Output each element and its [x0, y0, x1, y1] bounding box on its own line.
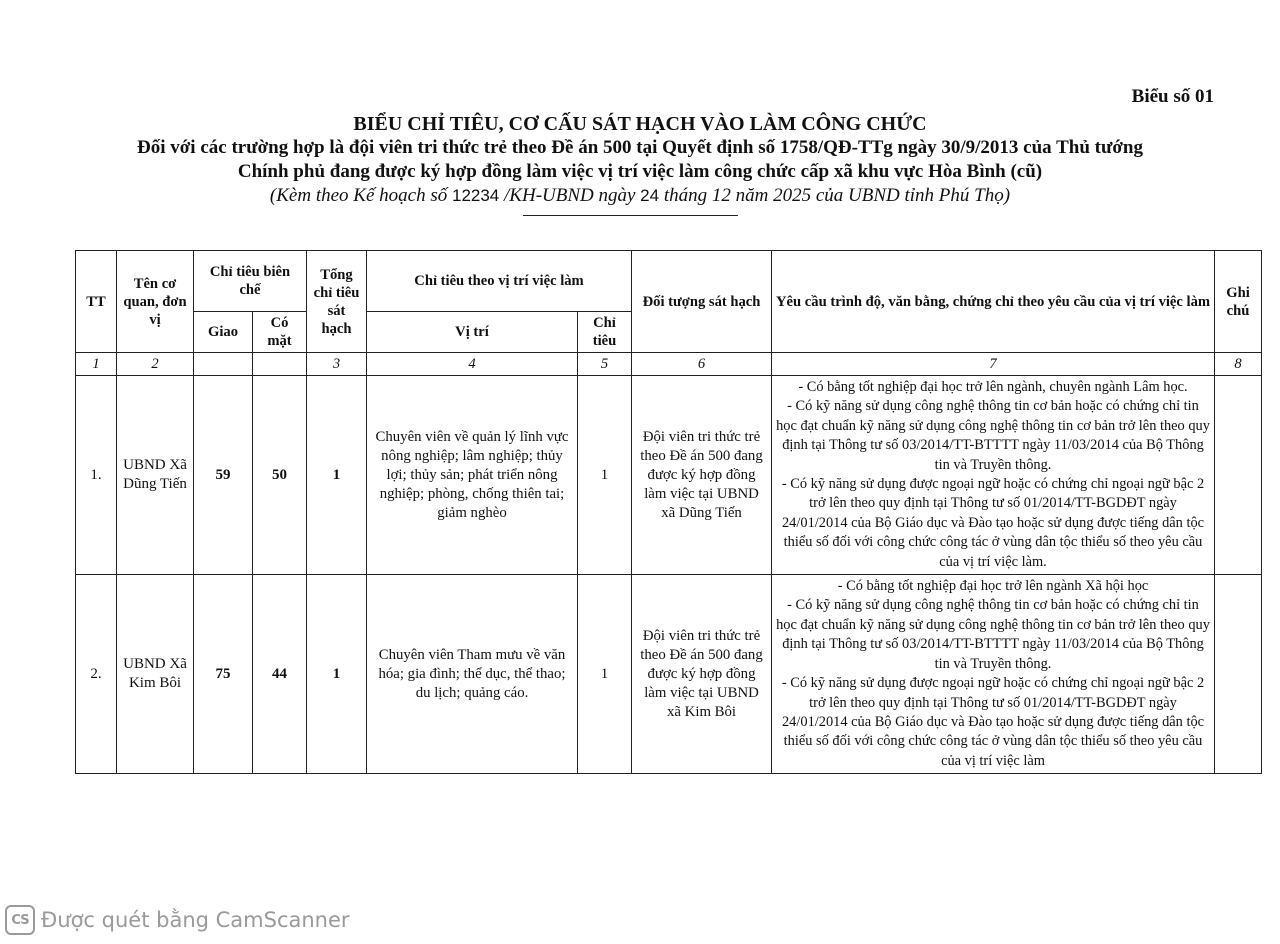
- header-note: Ghi chú: [1215, 251, 1262, 353]
- col-number: 1: [76, 353, 117, 376]
- quota-co-mat: 50: [253, 376, 307, 575]
- requirement-item: - Có kỹ năng sử dụng công nghệ thông tin cơ bản hoặc có chứng chỉ tin học đạt chuẩn kỹ năng sử dụng công nghệ thông tin cơ bản trở lên theo quy định tại Thông tư số 03/2014/TT-BTTTT ngày 11/03/2014 của Bộ Thông tin và Truyền thông.: [776, 398, 1210, 473]
- col-number: [194, 353, 253, 376]
- header-position: Vị trí: [367, 312, 578, 353]
- col-number: 2: [117, 353, 194, 376]
- header-co-mat: Có mặt: [253, 312, 307, 353]
- document-label: Biểu số 01: [1131, 86, 1214, 107]
- target-text: Đội viên tri thức trẻ theo Đề án 500 đang được ký hợp đồng làm việc tại UBND xã Kim Bôi: [632, 575, 772, 774]
- unit-name: UBND Xã Dũng Tiến: [117, 376, 194, 575]
- requirement-item: - Có bằng tốt nghiệp đại học trở lên ngành Xã hội học: [837, 578, 1149, 595]
- table-row: [76, 376, 1262, 575]
- header-unit: Tên cơ quan, đơn vị: [117, 251, 194, 353]
- quota-table: [75, 250, 1262, 774]
- header-tt: TT: [76, 251, 117, 353]
- header-position-group: Chỉ tiêu theo vị trí việc làm: [367, 251, 632, 312]
- unit-name: UBND Xã Kim Bôi: [117, 575, 194, 774]
- requirement-item: - Có kỹ năng sử dụng được ngoại ngữ hoặc có chứng chỉ ngoại ngữ bậc 2 trở lên theo quy định tại Thông tư số 01/2014/TT-BGDĐT ngày 24/01/2014 của Bộ Giáo dục và Đào tạo hoặc sử dụng được tiếng dân tộc thiểu số đối với công chức công tác ở vùng dân tộc thiểu số theo yêu cầu của vị trí việc làm.: [781, 476, 1205, 570]
- header-requirements: Yêu cầu trình độ, văn bằng, chứng chỉ theo yêu cầu của vị trí việc làm: [772, 251, 1215, 353]
- header-position-quota: Chỉ tiêu: [578, 312, 632, 353]
- document-heading: [0, 112, 1280, 208]
- plan-day: 24: [640, 186, 660, 205]
- camscanner-logo-icon: CS: [5, 905, 35, 935]
- camscanner-watermark: [5, 905, 350, 935]
- plan-number: 12234: [451, 186, 500, 205]
- col-number: 3: [307, 353, 367, 376]
- requirements-cell: [772, 575, 1215, 774]
- position-quota: 1: [578, 575, 632, 774]
- quota-co-mat: 44: [253, 575, 307, 774]
- document-subtitle-1: Đối với các trường hợp là đội viên tri thức trẻ theo Đề án 500 tại Quyết định số 1758/QĐ-TTg ngày 30/9/2013 của Thủ tướng: [137, 137, 1143, 158]
- heading-divider: [523, 215, 738, 216]
- col-number: 4: [367, 353, 578, 376]
- reference-text-a: (Kèm theo Kế hoạch số: [269, 185, 452, 206]
- reference-text-b: /KH-UBND ngày: [499, 185, 641, 206]
- col-number: 8: [1215, 353, 1262, 376]
- requirements-cell: [772, 376, 1215, 575]
- row-index: 2.: [76, 575, 117, 774]
- target-text: Đội viên tri thức trẻ theo Đề án 500 đang được ký hợp đồng làm việc tại UBND xã Dũng Tiến: [632, 376, 772, 575]
- col-number: 6: [632, 353, 772, 376]
- requirement-item: - Có kỹ năng sử dụng được ngoại ngữ hoặc có chứng chỉ ngoại ngữ bậc 2 trở lên theo quy định tại Thông tư số 01/2014/TT-BGDĐT ngày 24/01/2014 của Bộ Giáo dục và Đào tạo hoặc sử dụng được tiếng dân tộc thiểu số đối với công chức công tác ở vùng dân tộc thiểu số theo yêu cầu của vị trí việc làm: [781, 675, 1205, 769]
- watermark-text: Được quét bằng CamScanner: [41, 908, 350, 932]
- row-index: 1.: [76, 376, 117, 575]
- reference-text-c: tháng 12 năm 2025 của UBND tỉnh Phú Thọ): [659, 185, 1011, 206]
- header-quota: Chỉ tiêu biên chế: [194, 251, 307, 312]
- position-quota: 1: [578, 376, 632, 575]
- note-cell: [1215, 575, 1262, 774]
- quota-giao: 75: [194, 575, 253, 774]
- position-text: Chuyên viên về quản lý lĩnh vực nông nghiệp; lâm nghiệp; thủy lợi; thủy sản; phát triển nông nghiệp; phòng, chống thiên tai; giảm nghèo: [367, 376, 578, 575]
- document-reference: [0, 184, 1280, 208]
- header-total: Tổng chỉ tiêu sát hạch: [307, 251, 367, 353]
- document-title: BIỂU CHỈ TIÊU, CƠ CẤU SÁT HẠCH VÀO LÀM CÔNG CHỨC: [353, 113, 927, 135]
- quota-giao: 59: [194, 376, 253, 575]
- header-target: Đối tượng sát hạch: [632, 251, 772, 353]
- table-row: [76, 575, 1262, 774]
- requirement-item: - Có kỹ năng sử dụng công nghệ thông tin cơ bản hoặc có chứng chỉ tin học đạt chuẩn kỹ năng sử dụng công nghệ thông tin cơ bản trở lên theo quy định tại Thông tư số 03/2014/TT-BTTTT ngày 11/03/2014 của Bộ Thông tin và Truyền thông.: [776, 597, 1210, 672]
- note-cell: [1215, 376, 1262, 575]
- col-number: [253, 353, 307, 376]
- col-number: 7: [772, 353, 1215, 376]
- header-giao: Giao: [194, 312, 253, 353]
- position-text: Chuyên viên Tham mưu về văn hóa; gia đình; thể dục, thể thao; du lịch; quảng cáo.: [367, 575, 578, 774]
- total-quota: 1: [307, 575, 367, 774]
- col-number: 5: [578, 353, 632, 376]
- document-subtitle-2: Chính phủ đang được ký hợp đồng làm việc vị trí việc làm công chức cấp xã khu vực Hòa Bình (cũ): [237, 161, 1043, 182]
- total-quota: 1: [307, 376, 367, 575]
- column-number-row: [76, 353, 1262, 376]
- requirement-item: - Có bằng tốt nghiệp đại học trở lên ngành, chuyên ngành Lâm học.: [798, 379, 1188, 395]
